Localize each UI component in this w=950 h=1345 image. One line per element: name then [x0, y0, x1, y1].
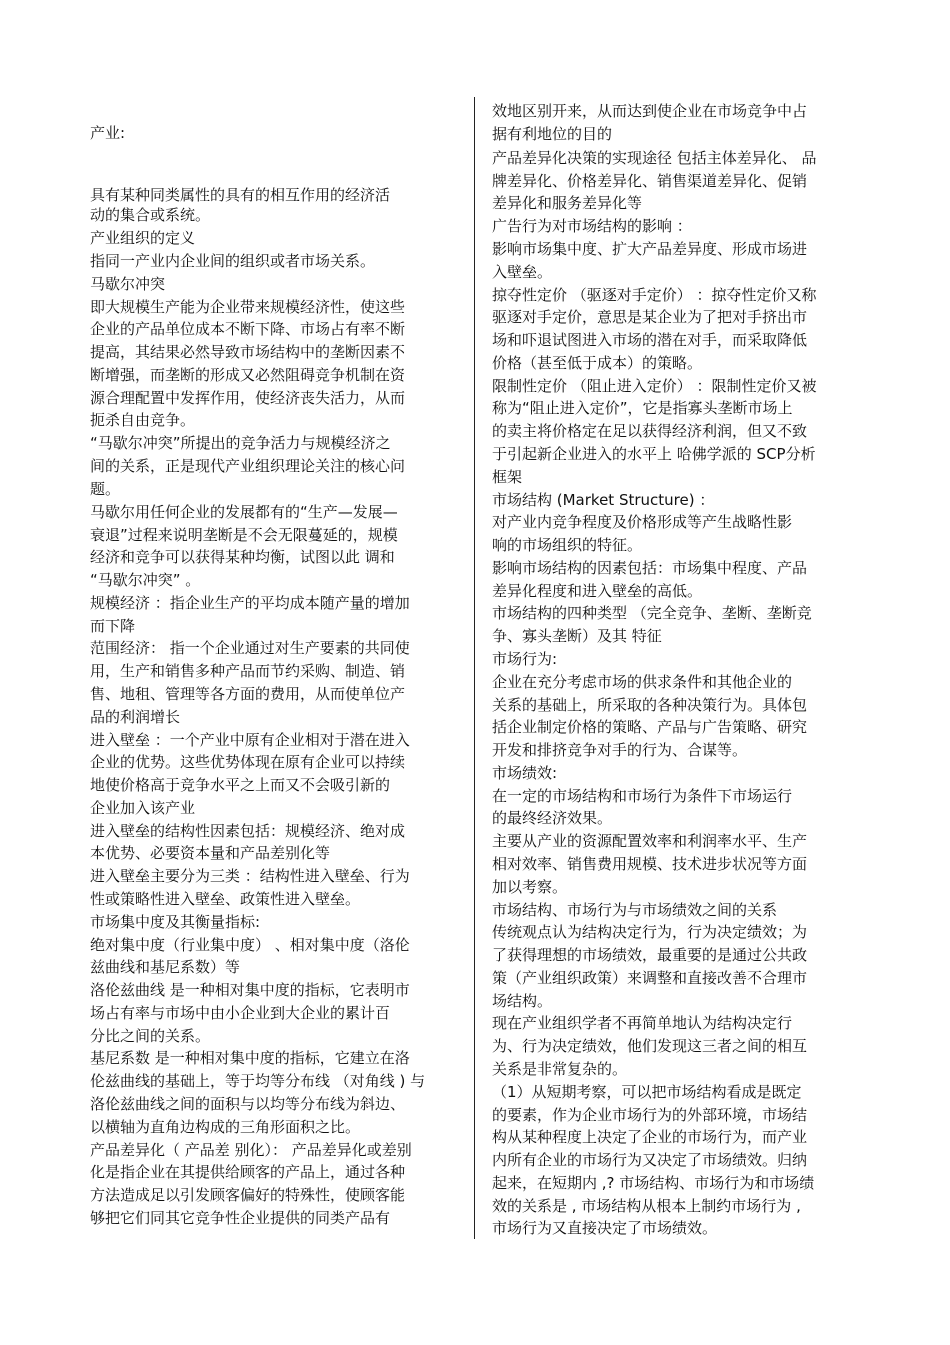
text-line: 经济和竞争可以获得某种均衡，试图以此 调和	[90, 548, 395, 566]
text-line: 差异化和服务差异化等	[492, 194, 643, 212]
text-line: 提高，其结果必然导致市场结构中的垄断因素不	[90, 343, 406, 361]
text-line: 关系的基础上，所采取的各种决策行为。具体包	[492, 696, 808, 714]
text-line: 以横轴为直角边构成的三角形面积之比。	[90, 1118, 361, 1136]
text-line: 伦兹曲线的基础上，等于均等分布线 （对角线 ) 与	[90, 1072, 426, 1090]
text-line: 相对效率、销售费用规模、技术进步状况等方面	[492, 855, 808, 873]
text-line: 企业的优势。这些优势体现在原有企业可以持续	[90, 753, 406, 771]
text-line: 性或策略性进入壁垒、政策性进入壁垒。	[90, 890, 361, 908]
text-line: 规模经济 ：指企业生产的平均成本随产量的增加	[90, 594, 410, 612]
text-line: 分比之间的关系。	[90, 1027, 211, 1045]
text-line: 进入壁垒主要分为三类 ：结构性进入壁垒、行为	[90, 867, 410, 885]
text-line: 内所有企业的市场行为又决定了市场绩效。归纳	[492, 1151, 808, 1169]
text-line: 而下降	[90, 617, 136, 635]
text-line: 范围经济： 指一个企业通过对生产要素的共同使	[90, 639, 410, 657]
column-divider	[474, 97, 475, 1239]
text-line: 掠夺性定价 （驱逐对手定价） ：掠夺性定价又称	[492, 286, 817, 304]
text-line: 效的关系是 , 市场结构从根本上制约市场行为 ,	[492, 1197, 801, 1215]
text-line: 产业:	[90, 124, 126, 142]
text-line: 产业组织的定义	[90, 229, 196, 247]
text-line: 主要从产业的资源配置效率和利润率水平、生产	[492, 832, 808, 850]
text-line: 市场绩效:	[492, 764, 558, 782]
text-line: 指同一产业内企业间的组织或者市场关系。	[90, 252, 376, 270]
text-line: 构从某种程度上决定了企业的市场行为，而产业	[492, 1128, 808, 1146]
text-line: 扼杀自由竞争。	[90, 411, 196, 429]
text-line: 为、行为决定绩效，他们发现这三者之间的相互	[492, 1037, 808, 1055]
text-line: 在一定的市场结构和市场行为条件下市场运行	[492, 787, 793, 805]
text-line: 了获得理想的市场绩效，最重要的是通过公共政	[492, 946, 808, 964]
text-line: 用，生产和销售多种产品而节约采购、制造、销	[90, 662, 406, 680]
text-line: 产品差异化（ 产品差 别化）： 产品差异化或差别	[90, 1141, 412, 1159]
text-line: 够把它们同其它竞争性企业提供的同类产品有	[90, 1209, 391, 1227]
text-line: 市场结构、市场行为与市场绩效之间的关系	[492, 901, 778, 919]
text-line: 响的市场组织的特征。	[492, 536, 643, 554]
text-line: 限制性定价 （阻止进入定价） ：限制性定价又被	[492, 377, 817, 395]
text-line: 马歇尔冲突	[90, 275, 166, 293]
text-line: 地使价格高于竞争水平之上而又不会吸引新的	[90, 776, 391, 794]
text-line: 断增强，而垄断的形成又必然阻碍竞争机制在资	[90, 366, 406, 384]
text-line: 题。	[90, 480, 121, 498]
text-line: 场结构。	[492, 992, 553, 1010]
text-line: 入壁垒。	[492, 263, 553, 281]
text-line: 方法造成足以引发顾客偏好的特殊性，使顾客能	[90, 1186, 406, 1204]
text-line: 影响市场集中度、扩大产品差异度、形成市场进	[492, 240, 808, 258]
text-line: 驱逐对手定价，意思是某企业为了把对手挤出市	[492, 308, 808, 326]
text-line: 即大规模生产能为企业带来规模经济性，使这些	[90, 298, 406, 316]
text-line: 产品差异化决策的实现途径 包括主体差异化、 品	[492, 149, 817, 167]
text-line: 市场结构的四种类型 （完全竞争、垄断、垄断竞	[492, 604, 812, 622]
text-line: 企业加入该产业	[90, 799, 196, 817]
text-line: 广告行为对市场结构的影响 ：	[492, 217, 692, 235]
text-line: 争、寡头垄断）及其 特征	[492, 627, 662, 645]
text-line: 市场行为:	[492, 650, 558, 668]
text-line: 称为“阻止进入定价”，它是指寡头垄断市场上	[492, 399, 793, 417]
text-line: 化是指企业在其提供给顾客的产品上，通过各种	[90, 1163, 406, 1181]
text-line: 绝对集中度（行业集中度） 、相对集中度（洛伦	[90, 936, 410, 954]
text-line: 洛伦兹曲线 是一种相对集中度的指标，它表明市	[90, 981, 410, 999]
text-line: 的要素，作为企业市场行为的外部环境，市场结	[492, 1106, 808, 1124]
text-line: 动的集合或系统。	[90, 206, 211, 224]
text-line: 于引起新企业进入的水平上 哈佛学派的 SCP分析	[492, 445, 816, 463]
text-line: 差异化程度和进入壁垒的高低。	[492, 582, 703, 600]
text-line: 间的关系，正是现代产业组织理论关注的核心问	[90, 457, 406, 475]
text-line: 本优势、必要资本量和产品差别化等	[90, 844, 331, 862]
text-line: 衰退”过程来说明垄断是不会无限蔓延的，规模	[90, 526, 398, 544]
text-line: 价格（甚至低于成本）的策略。	[492, 354, 703, 372]
text-line: 企业的产品单位成本不断下降、市场占有率不断	[90, 320, 406, 338]
text-line: 具有某种同类属性的具有的相互作用的经济活	[90, 186, 391, 204]
text-line: 市场结构 (Market Structure) ：	[492, 491, 715, 509]
text-line: 的最终经济效果。	[492, 809, 613, 827]
text-line: 马歇尔用任何企业的发展都有的“生产—发展—	[90, 503, 398, 521]
text-line: 品的利润增长	[90, 708, 181, 726]
text-line: 影响市场结构的因素包括：市场集中程度、产品	[492, 559, 808, 577]
text-line: 牌差异化、价格差异化、销售渠道差异化、促销	[492, 172, 808, 190]
text-line: 基尼系数 是一种相对集中度的指标，它建立在洛	[90, 1049, 410, 1067]
text-line: 兹曲线和基尼系数）等	[90, 958, 241, 976]
text-line: 括企业制定价格的策略、产品与广告策略、研究	[492, 718, 808, 736]
text-line: 对产业内竞争程度及价格形成等产生战略性影	[492, 513, 793, 531]
text-line: 市场行为又直接决定了市场绩效。	[492, 1219, 718, 1237]
text-line: 效地区别开来，从而达到使企业在市场竞争中占	[492, 102, 808, 120]
text-line: 的卖主将价格定在足以获得经济利润，但又不致	[492, 422, 808, 440]
text-line: 开发和排挤竞争对手的行为、合谋等。	[492, 741, 748, 759]
text-line: 市场集中度及其衡量指标:	[90, 913, 261, 931]
text-line: 场和吓退试图进入市场的潜在对手，而采取降低	[492, 331, 808, 349]
text-line: 策（产业组织政策）来调整和直接改善不合理市	[492, 969, 808, 987]
text-line: 进入壁垒 ：一个产业中原有企业相对于潜在进入	[90, 731, 410, 749]
text-line: “马歇尔冲突” 。	[90, 571, 201, 589]
text-line: 售、地租、管理等各方面的费用，从而使单位产	[90, 685, 406, 703]
text-line: 框架	[492, 468, 523, 486]
text-line: 企业在充分考虑市场的供求条件和其他企业的	[492, 673, 793, 691]
text-line: 据有利地位的目的	[492, 125, 613, 143]
text-line: 进入壁垒的结构性因素包括：规模经济、绝对成	[90, 822, 406, 840]
text-line: 场占有率与市场中由小企业到大企业的累计百	[90, 1004, 391, 1022]
text-line: 现在产业组织学者不再简单地认为结构决定行	[492, 1014, 793, 1032]
text-line: 起来，在短期内 ,? 市场结构、市场行为和市场绩	[492, 1174, 815, 1192]
text-line: 加以考察。	[492, 878, 568, 896]
text-line: 源合理配置中发挥作用，使经济丧失活力，从而	[90, 389, 406, 407]
text-line: （1）从短期考察，可以把市场结构看成是既定	[492, 1083, 802, 1101]
text-line: 传统观点认为结构决定行为，行为决定绩效；为	[492, 923, 808, 941]
text-line: “马歇尔冲突”所提出的竞争活力与规模经济之	[90, 434, 391, 452]
text-line: 洛伦兹曲线之间的面积与以均等分布线为斜边、	[90, 1095, 406, 1113]
text-line: 关系是非常复杂的。	[492, 1060, 628, 1078]
